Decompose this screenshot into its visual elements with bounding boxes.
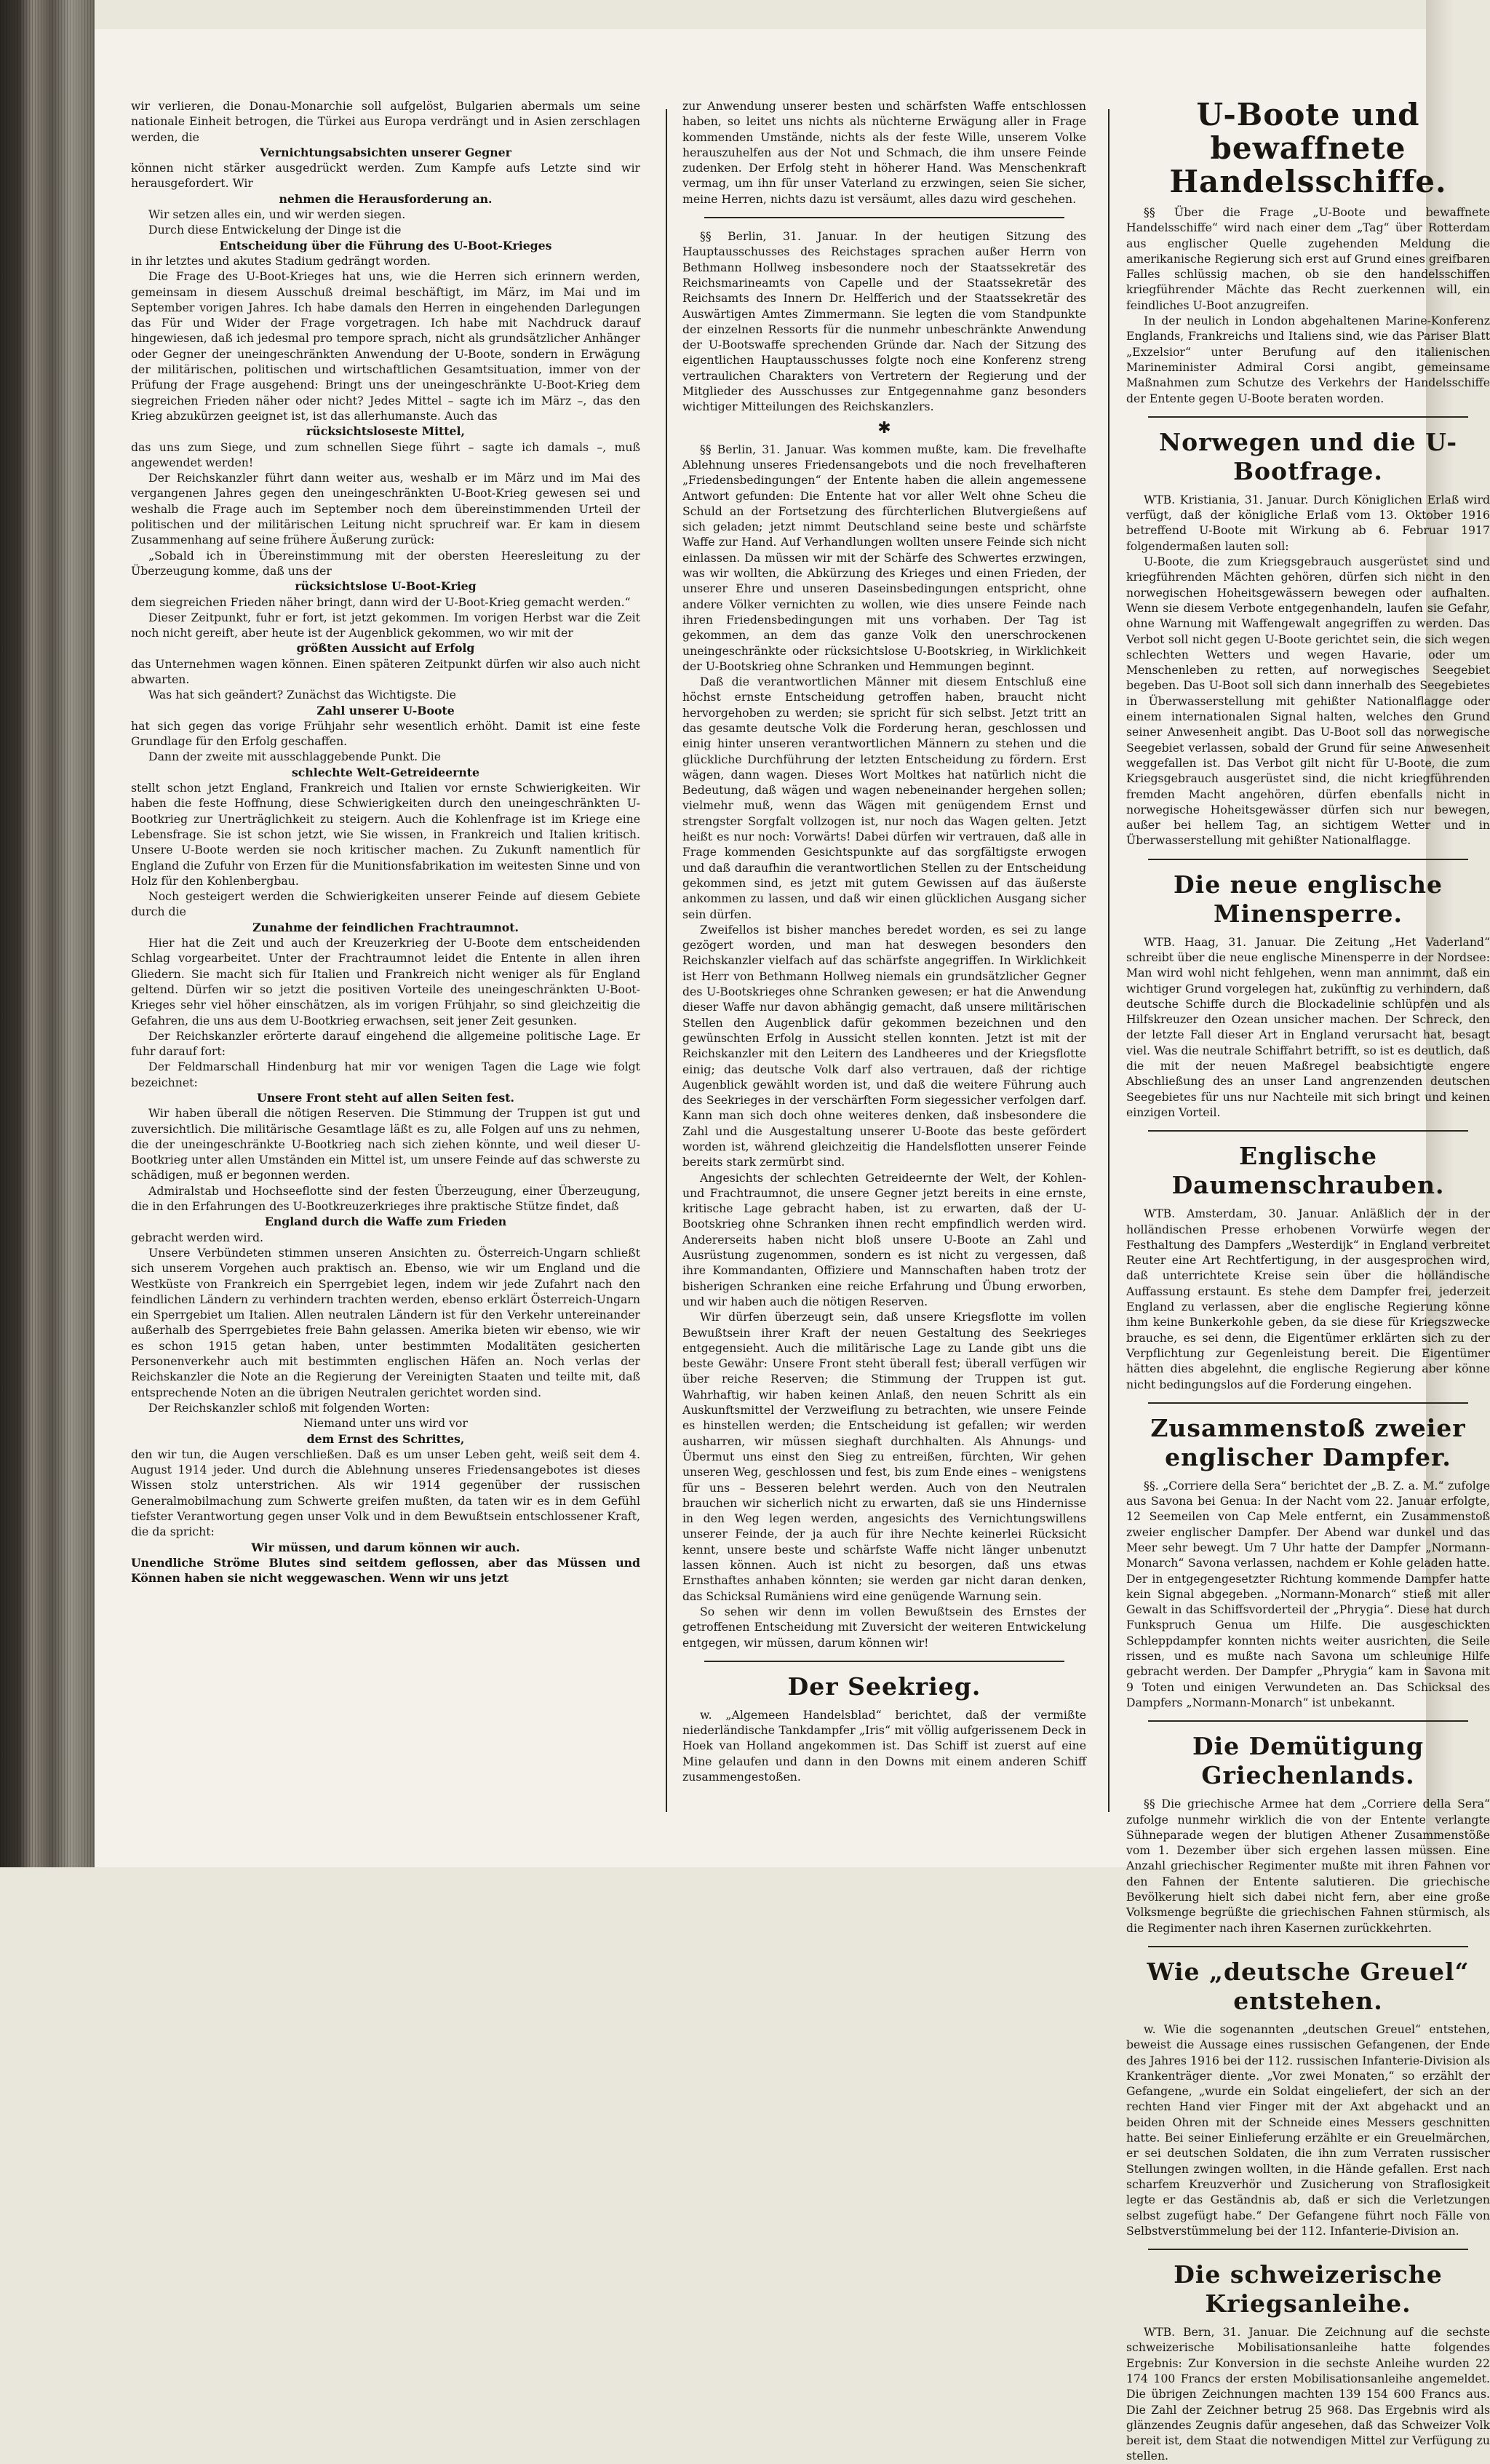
column-3 — [1126, 97, 1490, 2463]
section-divider — [1148, 1946, 1468, 1947]
article-headline: Englische Daumenschrauben. — [1171, 1142, 1445, 1200]
paragraph: Hier hat die Zeit und auch der Kreuzerkrieg der U-Boote dem entscheidenden Schlag vorgearbeitet. Unter der Frachtraumnot leidet die Entente in allen ihren Gliedern. Sie macht sich für Italien und Frankreich nicht weniger als für England geltend. Dürfen wir so jetzt die positiven Vorteile des uneingeschränkten U-Boot-Krieges sehr viel höher einschätzen, als im vorigen Frühjahr, so sind gleichzeitig die Gefahren, die uns aus dem U-Bootkrieg erwachsen, seit jener Zeit gesunken. — [131, 936, 640, 1028]
subhead: rücksichtslose U-Boot-Krieg — [295, 579, 477, 594]
article-headline: Die neue englische Minensperre. — [1174, 870, 1443, 928]
section-divider — [704, 217, 1064, 218]
subhead: schlechte Welt-Getreideernte — [291, 765, 480, 779]
subhead: Zahl unserer U-Boote — [316, 703, 455, 718]
article-headline: Die schweizerische Kriegsanleihe. — [1174, 2260, 1443, 2318]
paragraph: WTB. Amsterdam, 30. Januar. Anläßlich der in der holländischen Presse erhobenen Vorwürfe wegen der Festhaltung des Dampfers „Westerdijk“ in England verbreitet Reuter eine Art Rechtfertigung, in der ausgesprochen wird, daß unterrichtete Kreise sein über die holländische Auffassung erstaunt. Es stehe dem Dampfer frei, jederzeit England zu verlassen, aber die englische Regierung könne ihm keine Bunkerkohle geben, da sie diese für Kriegszwecke brauche, es sei denn, die Eigentümer erklärten sich zu der Verpflichtung zur Gegenleistung bereit. Die Eigentümer hätten dies abgelehnt, die englische Regierung aber könne nicht bedingungslos auf die Forderung eingehen. — [1126, 1207, 1490, 1391]
paragraph: WTB. Bern, 31. Januar. Die Zeichnung auf die sechste schweizerische Mobilisationsanleihe hatte folgendes Ergebnis: Zur Konversion in die sechste Anleihe wurden 22 174 100 Francs der ersten Mobilisationsanleihe angemeldet. Die übrigen Zeichnungen machten 139 154 600 Francs aus. Die Zahl der Zeichner betrug 25 968. Das Ergebnis wird als glänzendes Zeugnis dafür angesehen, daß das Schweizer Volk bereit ist, dem Staat die notwendigen Mittel zur Verfügung zu stellen. — [1126, 2325, 1490, 2463]
paragraph: Durch diese Entwickelung der Dinge ist die — [148, 223, 402, 237]
paragraph: das uns zum Siege, und zum schnellen Siege führt – sagte ich damals –, muß angewendet werden! — [131, 440, 640, 469]
paragraph: §§ Berlin, 31. Januar. Was kommen mußte, kam. Die frevelhafte Ablehnung unseres Friedensangebots und die noch frevelhafteren „Friedensbedingungen“ der Entente haben die allein angemessene Antwort gefunden: Die Entente hat vor aller Welt ohne Scheu die Schuld an der Fortsetzung des fürchterlichen Blutvergießens auf sich geladen; jetzt nimmt Deutschland seine beste und schärfste Waffe zur Hand. Auf Verhandlungen wollten unsere Feinde sich nicht einlassen. Da müssen wir mit der Schärfe des Schwertes erzwingen, was wir wollten, die Abkürzung des Krieges und einen Frieden, der unserer Ehre und unseren Daseinsbedingungen entspricht, ohne andere Völker vernichten zu wollen, wie dies unsere Feinde nach ihren Friedensbedingungen mit uns vorhaben. Der Tag ist gekommen, an dem das ganze Volk den unerschrockenen uneingeschränkte oder rücksichtslose U-Bootskrieg, in Wirklichkeit der U-Bootskrieg ohne Schranken und Hemmungen beginnt. — [682, 442, 1086, 673]
paragraph: Der Reichskanzler schloß mit folgenden Worten: — [148, 1400, 430, 1415]
paragraph: Die Frage des U-Boot-Krieges hat uns, wie die Herren sich erinnern werden, gemeinsam in diesem Ausschuß dreimal beschäftigt, im März, im Mai und im September vorigen Jahres. Ich habe damals den Herren in eingehenden Darlegungen das Für und Wider der Frage vorgetragen. Ich habe mit Nachdruck darauf hingewiesen, daß ich jedesmal pro tempore sprach, nicht als grundsätzlicher Anhänger oder Gegner der uneingeschränkten Anwendung der U-Boote, sondern in Erwägung der militärischen, politischen und wirtschaftlichen Gesamtsituation, immer von der Prüfung der Frage ausgehend: Bringt uns der uneingeschränkte U-Boot-Krieg dem siegreichen Frieden näher oder nicht? Jedes Mittel – sagte ich im März –, das den Krieg abzukürzen geeignet ist, ist das allerhumanste. Auch das — [131, 269, 640, 423]
subhead: Vernichtungsabsichten unserer Gegner — [260, 145, 511, 159]
section-divider — [1148, 1402, 1468, 1404]
paragraph: Noch gesteigert werden die Schwierigkeiten unserer Feinde auf diesem Gebiete durch die — [131, 889, 640, 919]
paragraph: in ihr letztes und akutes Stadium gedrängt worden. — [131, 253, 431, 268]
subhead: nehmen die Herausforderung an. — [279, 191, 493, 206]
subhead: England durch die Waffe zum Frieden — [264, 1215, 507, 1229]
newspaper-page — [95, 29, 1490, 2463]
paragraph: Wir haben überall die nötigen Reserven. Die Stimmung der Truppen ist gut und zuversichtlich. Die militärische Gesamtlage läßt es zu, alle Folgen auf uns zu nehmen, die der uneingeschränkte U-Bootkrieg nach sich ziehen könnte, und weil dieser U-Bootkrieg unter allen Umständen ein Mittel ist, um unsere Feinde auf das schwerste zu schädigen, muß er begonnen werden. — [131, 1106, 640, 1183]
article-headline: Wie „deutsche Greuel“ entstehen. — [1147, 1957, 1470, 2015]
paragraph: hat sich gegen das vorige Frühjahr sehr wesentlich erhöht. Damit ist eine feste Grundlage für den Erfolg geschaffen. — [131, 718, 640, 749]
article-headline: Die Demütigung Griechenlands. — [1192, 1732, 1425, 1790]
paragraph: So sehen wir denn im vollen Bewußtsein des Ernstes der getroffenen Entscheidung mit Zuversicht der weiteren Entwickelung entgegen, wir müssen, darum können wir! — [682, 1604, 1086, 1650]
column-2 — [682, 98, 1086, 1837]
paragraph: gebracht werden wird. — [131, 1230, 263, 1244]
section-divider — [1148, 1130, 1468, 1132]
asterisk-divider-icon: ✱ — [877, 418, 891, 437]
subhead: rücksichtsloseste Mittel, — [306, 424, 465, 439]
section-divider — [704, 1661, 1064, 1662]
subhead: größten Aussicht auf Erfolg — [296, 641, 475, 656]
subhead: dem Ernst des Schrittes, — [306, 1431, 465, 1446]
subhead: Wir müssen, und darum können wir auch. — [251, 1540, 520, 1554]
paragraph: Unsere Verbündeten stimmen unseren Ansichten zu. Österreich-Ungarn schließt sich unserem Vorgehen auch praktisch an. Ebenso, wie wir um England und die Westküste von Frankreich ein Sperrgebiet legen, indem wir jede Zufahrt nach den feindlichen Ländern zu verhindern trachten werden, ebenso erklärt Österreich-Ungarn ein Sperrgebiet um Italien. Allen neutralen Ländern ist für den Verkehr untereinander außerhalb des Sperrgebietes freie Bahn gelassen. Amerika bieten wir ebenso, wie wir es schon 1915 getan haben, unter bestimmten Modalitäten gesicherten Personenverkehr auch mit bestimmten englischen Häfen an. Noch verlas der Reichskanzler die Note an die Regierung der Vereinigten Staaten und teilte mit, daß entsprechende Noten an die übrigen Neutralen gerichtet worden sind. — [131, 1245, 640, 1399]
column-rule — [1108, 109, 1109, 1812]
paragraph: den wir tun, die Augen verschließen. Daß es um unser Leben geht, weiß seit dem 4. August 1914 jeder. Und durch die Ablehnung unseres Friedensangebotes ist dieses Wissen stolz unterstrichen. Als wir 1914 gegenüber der russischen Generalmobilmachung zum Schwerte greifen mußten, da taten wir es in dem Gefühl tiefster Verantwortung gegen unser Volk und in dem Bewußtsein entschlossener Kraft, die da spricht: — [131, 1447, 640, 1539]
paragraph: WTB. Kristiania, 31. Januar. Durch Königlichen Erlaß wird verfügt, daß der königliche Erlaß vom 13. Oktober 1916 betreffend U-Boote mit Wirkung ab 6. Februar 1917 folgendermaßen lauten soll: — [1126, 492, 1490, 553]
paragraph: In der neulich in London abgehaltenen Marine-Konferenz Englands, Frankreichs und Italiens sind, wie das Pariser Blatt „Exzelsior“ unter Berufung auf den italienischen Marineminister Admiral Corsi angibt, gemeinsame Maßnahmen zum Schutze des Verkehrs der Handelsschiffe der Entente gegen U-Boote beraten worden. — [1126, 314, 1490, 405]
column-1 — [131, 98, 640, 1837]
paragraph: §§ Berlin, 31. Januar. In der heutigen Sitzung des Hauptausschusses des Reichstages sprachen außer Herrn von Bethmann Hollweg insbesondere noch der Staatssekretär des Reichsmarineamts von Capelle und der Staatssekretär des Reichsamts des Innern Dr. Helfferich und der Staatssekretär des Auswärtigen Amtes Zimmermann. Sie legten die vom Standpunkte der einzelnen Ressorts für die nunmehr unbeschränkte Anwendung der U-Bootswaffe sprechenden Gründe dar. Nach der Sitzung des eigentlichen Hauptausschusses folgte noch eine Konferenz streng vertraulichen Charakters von Vertretern der Regierung und der Mitglieder des Ausschusses zur Entgegennahme ganz besonders wichtiger Mitteilungen des Reichskanzlers. — [682, 229, 1086, 414]
paragraph: Zweifellos ist bisher manches beredet worden, es sei zu lange gezögert worden, und man hat deswegen besonders den Reichskanzler vielfach auf das schärfste angegriffen. In Wirklichkeit ist Herr von Bethmann Hollweg niemals ein grundsätzlicher Gegner des U-Bootskrieges ohne Schranken gewesen; er hat die Anwendung dieser Waffe nur davon abhängig gemacht, daß unsere militärischen Stellen den Augenblick dafür gekommen bezeichnen und den gewünschten Erfolg in Aussicht stellen konnten. Jetzt ist mit der Reichskanzler mit den Leitern des Landheeres und der Kriegsflotte einig; das deutsche Volk darf also vertrauen, daß der richtige Augenblick gewählt worden ist, und daß die weitere Führung auch des Seekrieges in der verschärften Form siegessicher verfolgen darf. Kann man sich doch ohne weiteres denken, daß insbesondere die Zahl und die Ausgestaltung unserer U-Boote das beste gefördert worden ist, während gleichzeitig die Handelsflotten unserer Feinde bereits stark zermürbt sind. — [682, 922, 1086, 1169]
subhead: Unsere Front steht auf allen Seiten fest. — [257, 1091, 514, 1105]
paragraph: WTB. Haag, 31. Januar. Die Zeitung „Het Vaderland“ schreibt über die neue englische Minensperre in der Nordsee: Man wird wohl nicht fehlgehen, wenn man annimmt, daß ein wichtiger Grund vorgelegen hat, zukünftig zu verhindern, daß deutsche Schiffe durch die Blockadelinie schlüpfen und als Hilfskreuzer den Ozean unsicher machen. Der Schreck, den der letzte Fall dieser Art in England verursacht hat, besagt viel. Was die neutrale Schiffahrt betrifft, so ist es deutlich, daß die mit der neuen Maßregel beabsichtigte engere Abschließung des an unser Land angrenzenden deutschen Seegebietes für uns nur Nachteile mit sich bringt und keinen einzigen Vorteil. — [1126, 934, 1490, 1119]
paragraph: Daß die verantwortlichen Männer mit diesem Entschluß eine höchst ernste Entscheidung getroffen haben, braucht nicht hervorgehoben zu werden; sie spricht für sich selbst. Jetzt tritt an das gesamte deutsche Volk die Forderung heran, geschlossen und einig hinter unseren verantwortlichen Männern zu stehen und die glückliche Durchführung der letzten Entscheidung zu fördern. Erst wägen, dann wagen. Dieses Wort Moltkes hat natürlich nicht die Bedeutung, daß wägen und wagen nebeneinander hergehen sollen; vielmehr muß, wenn das Wägen mit genügendem Ernst und strengster Sorgfalt vollzogen ist, nur noch das Wagen gelten. Jetzt heißt es nur noch: Vorwärts! Dabei dürfen wir vertrauen, daß alle in Frage kommenden Gesichtspunkte auf das sorgfältigste erwogen und daß daraufhin die verantwortlichen Stellen zu der Entscheidung gekommen sind, es jetzt mit gutem Gewissen auf das äußerste ankommen zu lassen, und daß wir einen glücklichen Ausgang sicher sein dürfen. — [682, 675, 1086, 921]
paragraph: §§. „Corriere della Sera“ berichtet der „B. Z. a. M.“ zufolge aus Savona bei Genua: In der Nacht vom 22. Januar erfolgte, 12 Seemeilen von Cap Mele entfernt, ein Zusammenstoß zweier englischer Dampfer. Der Abend war dunkel und das Meer sehr bewegt. Um 7 Uhr hatte der Dampfer „Normann-Monarch“ Savona verlassen, nachdem er Kohle geladen hatte. Der in entgegengesetzter Richtung kommende Dampfer hatte kein Signal abgegeben. „Normann-Monarch“ stieß mit aller Gewalt in das Schiffsvorderteil der „Phrygia“. Diese hat durch Funkspruch Genua um Hilfe. Die ausgeschickten Schleppdampfer konnten nichts weiter ausrichten, die Seile rissen, und es mußte nach Savona um schleunige Hilfe gebracht werden. Der Dampfer „Phrygia“ kam in Savona mit 9 Toten und einigen Verwundeten an. Das Schicksal des Dampfers „Normann-Monarch“ ist unbekannt. — [1126, 1478, 1490, 1709]
paragraph: Was hat sich geändert? Zunächst das Wichtigste. Die — [148, 688, 456, 702]
section-divider — [1148, 1720, 1468, 1722]
paragraph: Der Feldmarschall Hindenburg hat mir vor wenigen Tagen die Lage wie folgt bezeichnet: — [131, 1060, 640, 1089]
paragraph: w. „Algemeen Handelsblad“ berichtet, daß der vermißte niederländische Tankdampfer „Iris“ mit völlig aufgerissenem Deck in Hoek van Holland angekommen ist. Das Schiff ist zuerst auf eine Mine gelaufen und dann in den Downs mit einem anderen Schiff zusammengestoßen. — [682, 1707, 1086, 1784]
paragraph: das Unternehmen wagen können. Einen späteren Zeitpunkt dürfen wir also auch nicht abwarten. — [131, 656, 640, 686]
paragraph: Wir dürfen überzeugt sein, daß unsere Kriegsflotte im vollen Bewußtsein ihrer Kraft der neuen Gestaltung des Seekrieges entgegensieht. Auch die militärische Lage zu Lande gibt uns die beste Gewähr: Unsere Front steht überall fest; überall verfügen wir über reiche Reserven; die Stimmung der Truppen ist gut. Wahrhaftig, wir haben keinen Anlaß, den neuen Schritt als ein Auskunftsmittel der Verzweiflung zu betrachten, wie unsere Feinde es hinstellen werden; die Entscheidung ist gefallen; wir werden ausharren, wir müssen sieghaft durchhalten. Als Ahnungs- und Übermut uns einst den Sieg zu entreißen, fürchten, Wir gehen unseren Weg, geschlossen und fest, bis zum Ende eines – wenigstens für uns – Besseren belehrt werden. Auch von den Neutralen brauchen wir sicherlich nicht zu erwarten, daß sie uns Hindernisse in den Weg legen werden, angesichts des Vernichtungswillens unserer Feinde, der ja auch für ihre Nechte keinerlei Rücksicht kennt, unsere beste und schärfste Waffe nicht länger unbenutzt lassen können. Auch ist nicht zu besorgen, daß uns etwas Ernsthaftes anhaben könnten; sie werden gar nicht daran denken, das Schicksal Rumäniens wird eine genügende Warnung sein. — [682, 1310, 1086, 1603]
paragraph: Der Reichskanzler erörterte darauf eingehend die allgemeine politische Lage. Er fuhr darauf fort: — [131, 1028, 640, 1059]
paragraph: Der Reichskanzler führt dann weiter aus, weshalb er im März und im Mai des vergangenen Jahres gegen den uneingeschränkten U-Boot-Krieg gewesen sei und weshalb die Frage auch im September noch dem übereinstimmenden Urteil der politischen und der militärischen Leitung nicht spruchreif war. Er kam in diesem Zusammenhang auf seine frühere Äußerung zurück: — [131, 471, 640, 547]
article-headline: Der Seekrieg. — [787, 1672, 981, 1701]
section-divider — [1148, 2249, 1468, 2250]
section-divider — [1148, 416, 1468, 418]
paragraph: §§ Über die Frage „U-Boote und bewaffnete Handelsschiffe“ wird nach einer dem „Tag“ über Rotterdam aus englischer Quelle zugehenden Meldung die amerikanische Regierung sich erst auf Grund eines greifbaren Falles schlüssig machen, ob sie den handelsschiffen kriegführender Mächte das Recht zuerkennen will, ein feindliches U-Boot anzugreifen. — [1126, 205, 1490, 312]
paragraph: Admiralstab und Hochseeflotte sind der festen Überzeugung, einer Überzeugung, die in den Erfahrungen des U-Bootkreuzerkrieges ihre praktische Stütze findet, daß — [131, 1183, 640, 1214]
subhead: Zunahme der feindlichen Frachtraumnot. — [252, 920, 519, 934]
paragraph: „Sobald ich in Übereinstimmung mit der obersten Heeresleitung zu der Überzeugung komme, daß uns der — [131, 548, 640, 578]
article-headline: Zusammenstoß zweier englischer Dampfer. — [1150, 1413, 1466, 1471]
article-headline: U-Boote und bewaffnete Handelsschiffe. — [1169, 97, 1447, 199]
paragraph: wir verlieren, die Donau-Monarchie soll aufgelöst, Bulgarien abermals um seine nationale Einheit betrogen, die Türkei aus Europa verdrängt und in Asien zerschlagen werden, die — [131, 99, 640, 144]
paragraph: stellt schon jetzt England, Frankreich und Italien vor ernste Schwierigkeiten. Wir haben die feste Hoffnung, diese Schwierigkeiten durch den uneingeschränkten U-Bootkrieg zur Unerträglichkeit zu steigern. Auch die Kohlenfrage ist im Kriege eine Lebensfrage. Sie ist schon jetzt, wie Sie wissen, in Frankreich und Italien kritisch. Unsere U-Boote werden sie noch kritischer machen. Zu Zukunft namentlich für England die Zufuhr von Erzen für die Munitionsfabrikation im weitesten Sinne und von Holz für den Kohlenbergbau. — [131, 781, 640, 888]
paragraph: dem siegreichen Frieden näher bringt, dann wird der U-Boot-Krieg gemacht werden.“ — [131, 595, 631, 609]
column-rule — [666, 109, 667, 1812]
article-headline: Norwegen und die U-Bootfrage. — [1158, 427, 1458, 485]
paragraph: können nicht stärker ausgedrückt werden. Zum Kampfe aufs Letzte sind wir herausgefordert. Wir — [131, 161, 640, 191]
paragraph: Unendliche Ströme Blutes sind seitdem geflossen, aber das Müssen und Können haben sie nicht weggewaschen. Wenn wir uns jetzt — [131, 1555, 640, 1586]
paragraph: Dann der zweite mit ausschlaggebende Punkt. Die — [148, 750, 442, 764]
paragraph: zur Anwendung unserer besten und schärfsten Waffe entschlossen haben, so leitet uns nichts als nüchterne Erwägung aller in Frage kommenden Umstände, nichts als der feste Wille, unserem Volke herauszuhelfen aus der Not und Schmach, die ihm unsere Feinde zudenken. Der Erfolg steht in höherer Hand. Was Menschenkraft vermag, um ihn für unser Vaterland zu erzwingen, seien Sie sicher, meine Herren, nichts dazu ist versäumt, alles dazu wird geschehen. — [682, 99, 1086, 206]
book-spine — [0, 0, 95, 1867]
paragraph: Wir setzen alles ein, und wir werden siegen. — [148, 207, 406, 222]
paragraph: Dieser Zeitpunkt, fuhr er fort, ist jetzt gekommen. Im vorigen Herbst war die Zeit noch nicht gereift, aber heute ist der Augenblick gekommen, wo wir mit der — [131, 610, 640, 640]
paragraph: U-Boote, die zum Kriegsgebrauch ausgerüstet sind und kriegführenden Mächten gehören, dürfen sich nicht in den norwegischen Hoheitsgewässern bewegen oder aufhalten. Wenn sie diesem Verbote entgegenhandeln, laufen sie Gefahr, ohne Warnung mit Waffengewalt angegriffen zu werden. Das Verbot soll nicht gegen U-Boote gerichtet sein, die sich wegen schlechten Wetters und wegen Havarie, oder um Menschenleben zu retten, auf norwegisches Seegebiet begeben. Das U-Boot soll sich dann innerhalb des Seegebietes in Überwasserstellung mit gehißter Nationalflagge oder einem internationalen Signal halten, welches den Grund seiner Anwesenheit angibt. Das U-Boot soll das norwegische Seegebiet verlassen, sobald der Grund für seine Anwesenheit weggefallen ist. Das Verbot gilt nicht für U-Boote, die zum Kriegsgebrauch ausgerüstet sind, die nicht kriegführenden fremden Macht angehören, dürfen ebenfalls nicht in norwegische Hoheitsgewässer dürfen sich nur bewegen, außer bei hellem Tag, an sichtigem Wetter und in Überwasserstellung mit gehißter Nationalflagge. — [1126, 555, 1490, 848]
paragraph: Angesichts der schlechten Getreideernte der Welt, der Kohlen- und Frachtraumnot, die unsere Gegner jetzt bereits in eine ernste, kritische Lage gebracht haben, ist zu erwarten, daß der U-Bootskrieg ohne Schranken ihnen recht empfindlich werden wird. Andererseits haben nicht bloß unsere U-Boote an Zahl und Ausrüstung zugenommen, sondern es ist nicht zu vergessen, daß ihre Kommandanten, Offiziere und Mannschaften haben trotz der bisherigen Schranken eine reiche Erfahrung und Übung erworben, und wir haben auch die nötigen Reserven. — [682, 1170, 1086, 1308]
paragraph: §§ Die griechische Armee hat dem „Corriere della Sera“ zufolge nunmehr wirklich die von der Entente verlangte Sühneparade wegen der blutigen Athener Zusammenstöße vom 1. Dezember über sich ergehen lassen müssen. Eine Anzahl griechischer Regimenter mußte mit ihren Fahnen vor den Fahnen der Entente salutieren. Die griechische Bevölkerung hielt sich dabei nicht fern, aber eine große Volksmenge begrüßte die griechischen Fahnen stürmisch, als die Regimenter nach ihren Kasernen zurückkehrten. — [1126, 1797, 1490, 1935]
subhead: Entscheidung über die Führung des U-Boot-Krieges — [219, 238, 552, 253]
paragraph: Niemand unter uns wird vor — [303, 1416, 468, 1431]
paragraph: w. Wie die sogenannten „deutschen Greuel“ entstehen, beweist die Aussage eines russischen Gefangenen, der Ende des Jahres 1916 bei der 112. russischen Infanterie-Division als Krankenträger diente. „Vor zwei Monaten,“ so erzählt der Gefangene, „wurde ein Soldat eingeliefert, der sich an der rechten Hand vier Finger mit der Axt abgehackt und an beiden Ohren mit der Schneide eines Messers geschnitten hatte. Bei seiner Einlieferung erzählte er ein Greuelmärchen, er sei deutschen Soldaten, die ihn zum Verraten russischer Stellungen zwingen wollten, in die Hände gefallen. Erst nach scharfem Kreuzverhör und Zusicherung von Straflosigkeit legte er das Geständnis ab, daß er sich die Verletzungen selbst zugefügt habe.“ Der Gefangene führt noch Fälle von Selbstverstümmelung bei der 112. Infanterie-Division an. — [1126, 2022, 1490, 2238]
section-divider — [1148, 859, 1468, 860]
